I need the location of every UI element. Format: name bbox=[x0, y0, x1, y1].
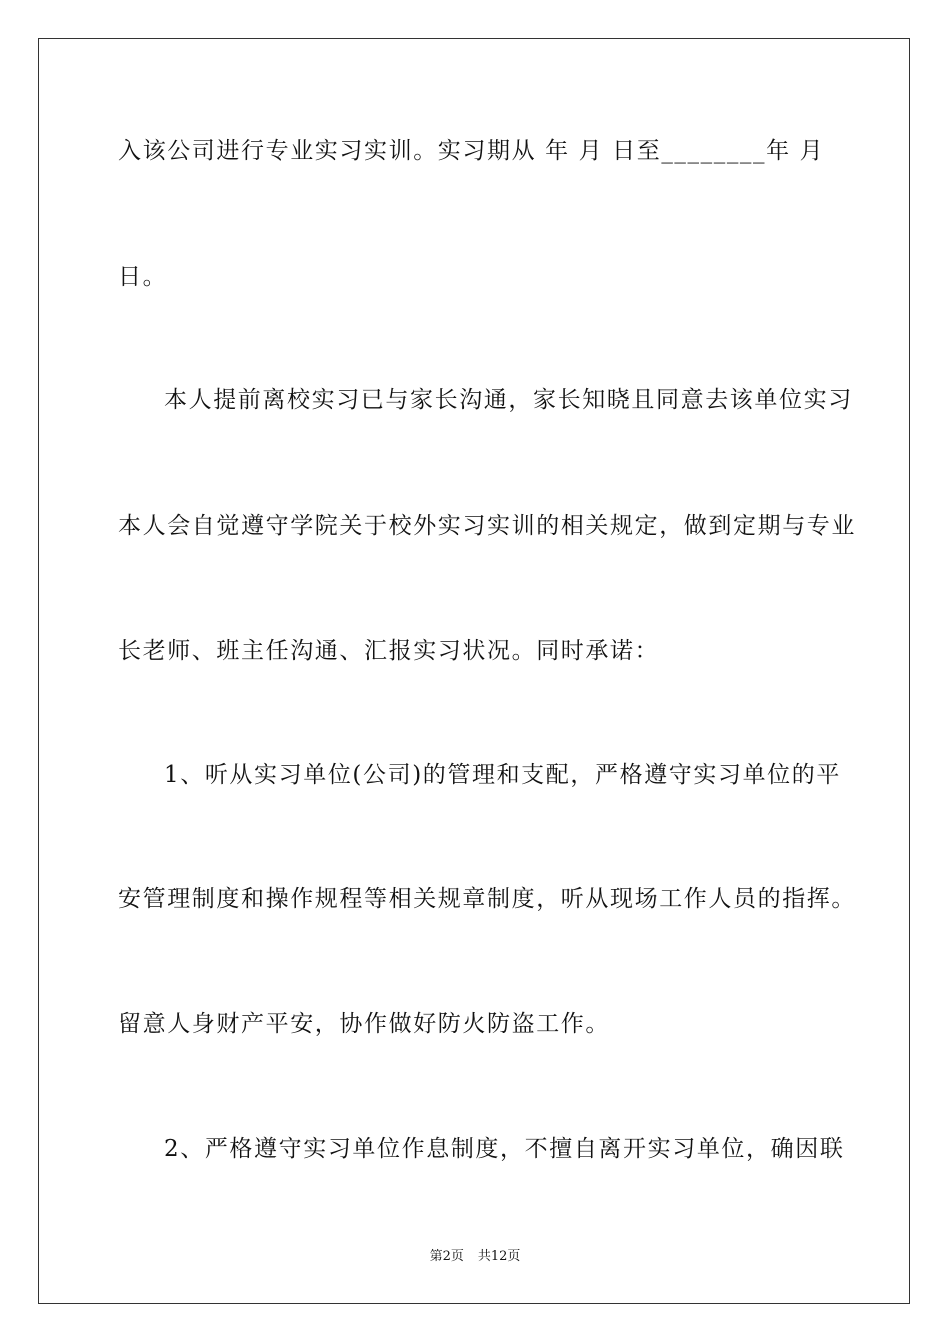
page-footer bbox=[0, 1248, 950, 1266]
body-line-6: 1、听从实习单位(公司)的管理和支配，严格遵守实习单位的平 bbox=[164, 762, 841, 788]
body-line-4: 本人会自觉遵守学院关于校外实习实训的相关规定，做到定期与专业 bbox=[118, 513, 856, 539]
page-border bbox=[38, 38, 910, 1304]
body-line-5: 长老师、班主任沟通、汇报实习状况。同时承诺： bbox=[118, 638, 660, 664]
body-line-2: 日。 bbox=[118, 264, 168, 290]
page-count: 共12页 bbox=[477, 1249, 521, 1264]
body-line-9: 2、严格遵守实习单位作息制度，不擅自离开实习单位，确因联 bbox=[164, 1136, 845, 1162]
body-line-7: 安管理制度和操作规程等相关规章制度，听从现场工作人员的指挥。 bbox=[118, 886, 856, 912]
body-line-1: 入该公司进行专业实习实训。实习期从 年 月 日至________年 月 bbox=[118, 138, 825, 164]
page-number: 第2页 bbox=[429, 1249, 464, 1264]
body-line-3: 本人提前离校实习已与家长沟通，家长知晓且同意去该单位实习 bbox=[164, 387, 853, 413]
body-line-8: 留意人身财产平安，协作做好防火防盗工作。 bbox=[118, 1011, 610, 1037]
